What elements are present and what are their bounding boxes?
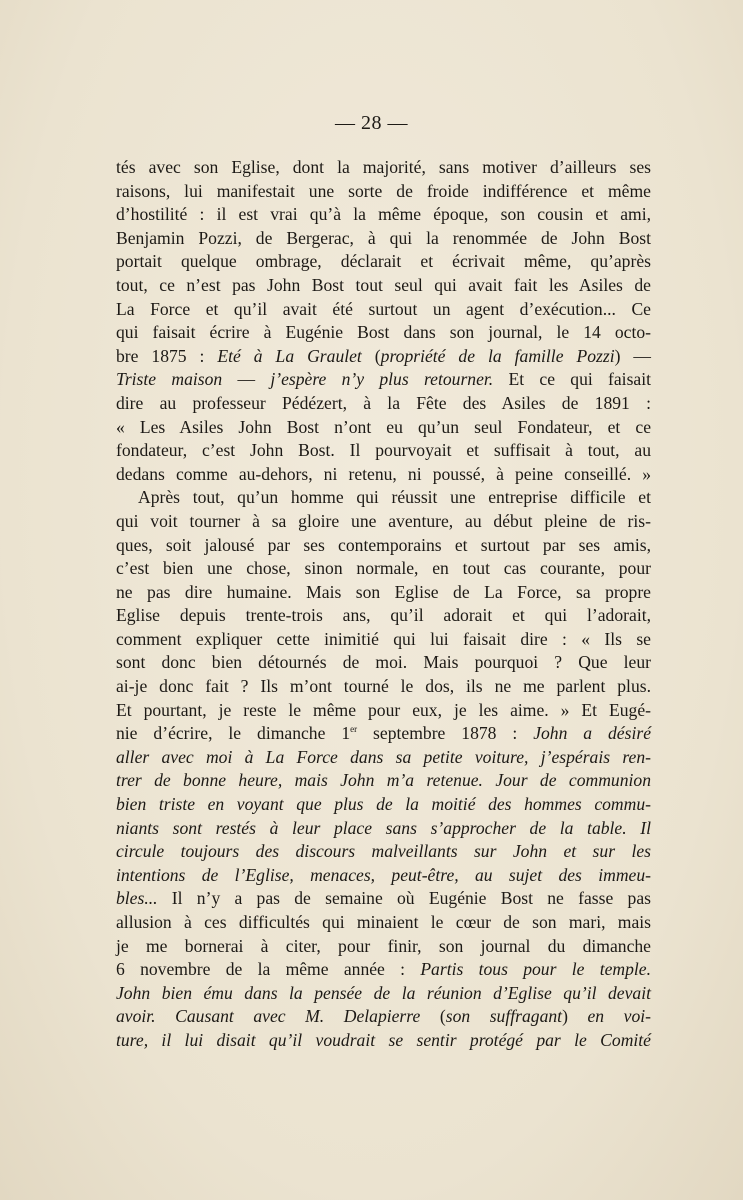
text-line [116, 1029, 651, 1053]
text-run: qui faisait écrire à Eugénie Bost dans son journal, le 14 octo- [116, 322, 651, 343]
italic-quote: Triste maison [116, 369, 223, 390]
text-run: Il n’y a pas de semaine où Eugénie Bost ne fasse pas [157, 888, 651, 909]
text-run: dire au professeur Pédézert, à la Fête des Asiles de 1891 : [116, 392, 651, 413]
text-run: ( [420, 1006, 446, 1027]
text-line [116, 298, 651, 322]
text-line [116, 156, 651, 180]
italic-quote: ture, il lui disait qu’il voudrait se sentir protégé par le Comité [116, 1029, 651, 1050]
superscript: er [350, 724, 358, 735]
text-run: ques, soit jalousé par ses contemporains et surtout par ses amis, [116, 534, 651, 555]
text-run: portait quelque ombrage, déclarait et écrivait même, qu’après [116, 251, 651, 272]
page-number: — 28 — [335, 112, 408, 134]
text-line [116, 321, 651, 345]
italic-quote: propriété de la famille Pozzi [380, 345, 615, 366]
text-run: fondateur, c’est John Bost. Il pourvoyait et suffisait à tout, au [116, 440, 651, 461]
text-line [116, 699, 651, 723]
text-line [116, 935, 651, 959]
text-run: ai-je donc fait ? Ils m’ont tourné le dos, ils ne me parlent plus. [116, 676, 651, 697]
text-run: ) [562, 1006, 588, 1027]
text-line [116, 463, 651, 487]
text-run: d’hostilité : il est vrai qu’à la même époque, son cousin et ami, [116, 204, 651, 225]
italic-quote: bles... [116, 888, 158, 909]
text-line [116, 628, 651, 652]
italic-quote: aller avec moi à La Force dans sa petite voiture, j’espérais ren- [116, 746, 651, 767]
text-run: qui voit tourner à sa gloire une aventure, au début pleine de ris- [116, 510, 651, 531]
text-run: sont donc bien détournés de moi. Mais pourquoi ? Que leur [116, 652, 651, 673]
text-line [116, 439, 651, 463]
italic-quote: John a désiré [533, 723, 652, 744]
text-run: c’est bien une chose, sinon normale, en tout cas courante, pour [116, 558, 651, 579]
text-run: ) — [614, 345, 652, 366]
italic-quote: circule toujours des discours malveillants sur John et sur les [116, 841, 651, 862]
text-run: dedans comme au-dehors, ni retenu, ni poussé, à peine conseillé. » [116, 463, 651, 484]
italic-quote: trer de bonne heure, mais John m’a retenue. Jour de communion [116, 770, 651, 791]
text-run: Après tout, qu’un homme qui réussit une entreprise difficile et [138, 487, 651, 508]
text-line [116, 746, 651, 770]
text-line [116, 864, 651, 888]
text-line [116, 675, 651, 699]
text-run: comment expliquer cette inimitié qui lui faisait dire : « Ils se [116, 628, 651, 649]
text-line [116, 510, 651, 534]
italic-quote: avoir. Causant avec M. Delapierre [116, 1006, 421, 1027]
italic-quote: Eté à La Graulet [217, 345, 362, 366]
italic-quote: niants sont restés à leur place sans s’approcher de la table. Il [116, 817, 651, 838]
text-line [116, 722, 651, 746]
italic-quote: intentions de l’Eglise, menaces, peut-être, au sujet des immeu- [116, 864, 651, 885]
text-line [116, 180, 651, 204]
text-run: tout, ce n’est pas John Bost tout seul qui avait fait les Asiles de [116, 274, 651, 295]
text-run: nie d’écrire, le dimanche 1 [116, 723, 351, 744]
text-run: ne pas dire humaine. Mais son Eglise de La Force, sa propre [116, 581, 651, 602]
text-line [116, 250, 651, 274]
text-line [116, 911, 651, 935]
text-line [116, 887, 651, 911]
italic-quote: John bien ému dans la pensée de la réunion d’Eglise qu’il devait [116, 982, 651, 1003]
text-line [116, 534, 651, 558]
text-run: 6 novembre de la même année : [116, 959, 421, 980]
text-line [116, 817, 651, 841]
text-line [116, 274, 651, 298]
text-line [116, 651, 651, 675]
italic-quote: en voi- [587, 1006, 651, 1027]
text-line [116, 840, 651, 864]
italic-quote: Partis tous pour le temple. [420, 959, 652, 980]
text-run: je me bornerai à citer, pour finir, son journal du dimanche [116, 935, 651, 956]
text-run: Benjamin Pozzi, de Bergerac, à qui la renommée de John Bost [116, 227, 651, 248]
text-run: raisons, lui manifestait une sorte de froide indifférence et même [116, 180, 651, 201]
text-run: Et pourtant, je reste le même pour eux, je les aime. » Et Eugé- [116, 699, 651, 720]
text-line [116, 392, 651, 416]
italic-quote: son suffragant [445, 1006, 563, 1027]
text-line [116, 345, 651, 369]
text-line [116, 486, 651, 510]
text-run: « Les Asiles John Bost n’ont eu qu’un seul Fondateur, et ce [116, 416, 651, 437]
text-line [116, 793, 651, 817]
text-line [116, 416, 651, 440]
text-line [116, 203, 651, 227]
text-run: — [222, 369, 271, 390]
italic-quote: j’espère n’y plus retourner. [270, 369, 494, 390]
text-line [116, 1005, 651, 1029]
text-run: La Force et qu’il avait été surtout un agent d’exécution... Ce [116, 298, 651, 319]
text-line [116, 581, 651, 605]
text-run: allusion à ces difficultés qui minaient le cœur de son mari, mais [116, 912, 651, 932]
text-line [116, 958, 651, 982]
text-run: bre 1875 : [116, 345, 218, 366]
text-line [116, 769, 651, 793]
text-run: ( [361, 345, 381, 366]
text-line [116, 368, 651, 392]
text-run: Et ce qui faisait [493, 369, 652, 390]
text-line [116, 557, 651, 581]
text-line [116, 227, 651, 251]
text-run: tés avec son Eglise, dont la majorité, sans motiver d’ailleurs ses [116, 157, 651, 177]
text-line [116, 604, 651, 628]
italic-quote: bien triste en voyant que plus de la moitié des hommes commu- [116, 794, 651, 815]
body-text [116, 156, 651, 1053]
text-run: septembre 1878 : [357, 723, 534, 744]
text-run: Eglise depuis trente-trois ans, qu’il adorait et qui l’adorait, [116, 605, 651, 626]
text-line [116, 982, 651, 1006]
